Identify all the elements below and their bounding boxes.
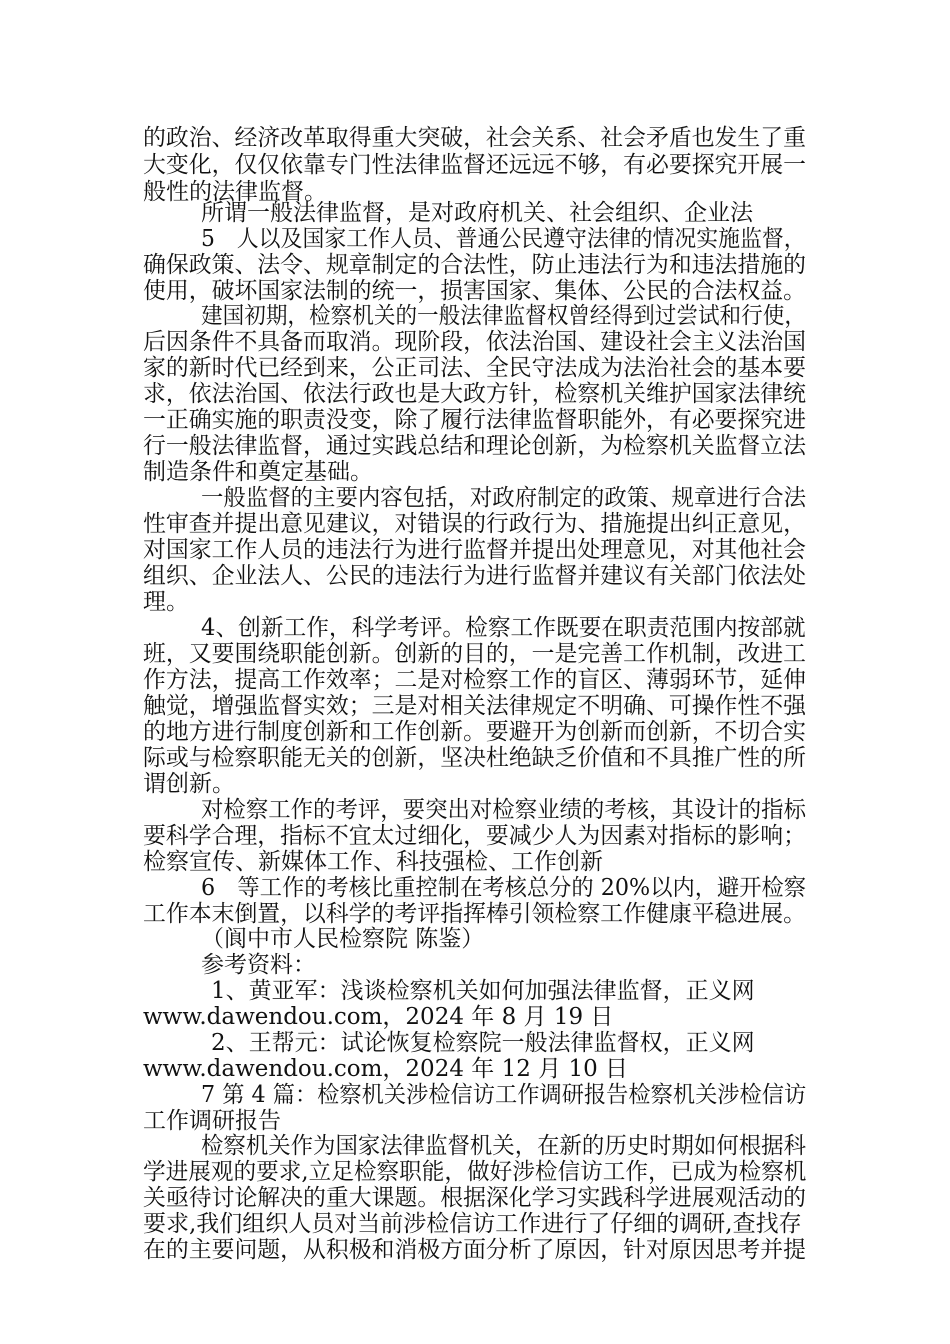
- text-line: 对检察工作的考评，要突出对检察业绩的考核，其设计的指标: [201, 797, 806, 823]
- text-line: 触觉，增强监督实效；三是对相关法律规定不明确、可操作性不强: [143, 693, 806, 719]
- text-line: 行一般法律监督，通过实践总结和理论创新，为检察机关监督立法: [143, 433, 806, 459]
- text-line: 所谓一般法律监督，是对政府机关、社会组织、企业法: [201, 200, 753, 226]
- section-heading: 工作调研报告: [143, 1108, 281, 1134]
- reference-item: 1、黄亚军：浅谈检察机关如何加强法律监督，正义网: [211, 978, 755, 1004]
- text-line: 家的新时代已经到来，公正司法、全民守法成为法治社会的基本要: [143, 355, 806, 381]
- text-line: 性审查并提出意见建议，对错误的行政行为、措施提出纠正意见，: [143, 511, 806, 537]
- text-line: 在的主要问题，从积极和消极方面分析了原因，针对原因思考并提: [143, 1237, 806, 1263]
- text-line: 建国初期，检察机关的一般法律监督权曾经得到过尝试和行使，: [201, 303, 806, 329]
- text-line: 关亟待讨论解决的重大课题。根据深化学习实践科学进展观活动的: [143, 1185, 806, 1211]
- text-line: 检察宣传、新媒体工作、科技强检、工作创新: [143, 849, 603, 875]
- text-line: 理。: [143, 589, 189, 615]
- text-line: 际或与检察职能无关的创新，坚决杜绝缺乏价值和不具推广性的所: [143, 745, 806, 771]
- text-line: 确保政策、法令、规章制定的合法性，防止违法行为和违法措施的: [143, 252, 806, 278]
- text-line: 参考资料：: [201, 952, 316, 978]
- text-line: 的地方进行制度创新和工作创新。要避开为创新而创新，不切合实: [143, 719, 806, 745]
- text-line: 工作本末倒置，以科学的考评指挥棒引领检察工作健康平稳进展。: [143, 901, 806, 927]
- section-heading: 7 第 4 篇：检察机关涉检信访工作调研报告检察机关涉检信访: [201, 1082, 807, 1108]
- text-line: 5 人以及国家工作人员、普通公民遵守法律的情况实施监督，: [201, 226, 806, 252]
- text-line: 一正确实施的职责没变，除了履行法律监督职能外，有必要探究进: [143, 407, 806, 433]
- text-line: 使用，破坏国家法制的统一，损害国家、集体、公民的合法权益。: [143, 278, 806, 304]
- text-line: 要科学合理，指标不宜太过细化，要减少人为因素对指标的影响；: [143, 823, 806, 849]
- text-line: 学进展观的要求,立足检察职能，做好涉检信访工作，已成为检察机: [143, 1159, 807, 1185]
- text-line: 大变化，仅仅依靠专门性法律监督还远远不够，有必要探究开展一: [143, 152, 806, 178]
- text-line: 一般监督的主要内容包括，对政府制定的政策、规章进行合法: [201, 485, 806, 511]
- text-line: 作方法，提高工作效率；二是对检察工作的盲区、薄弱环节，延伸: [143, 667, 806, 693]
- reference-url: www.dawendou.com，2024 年 8 月 19 日: [143, 1004, 614, 1030]
- reference-url: www.dawendou.com，2024 年 12 月 10 日: [143, 1056, 629, 1082]
- text-line: 般性的法律监督。: [143, 179, 327, 205]
- text-line: 4、创新工作，科学考评。检察工作既要在职责范围内按部就: [201, 615, 806, 641]
- text-line: 班，又要围绕职能创新。创新的目的，一是完善工作机制，改进工: [143, 641, 806, 667]
- text-line: 后因条件不具备而取消。现阶段，依法治国、建设社会主义法治国: [143, 329, 806, 355]
- reference-item: 2、王帮元：试论恢复检察院一般法律监督权，正义网: [211, 1030, 755, 1056]
- text-line: 谓创新。: [143, 771, 235, 797]
- text-line: 对国家工作人员的违法行为进行监督并提出处理意见，对其他社会: [143, 537, 806, 563]
- text-line: 检察机关作为国家法律监督机关，在新的历史时期如何根据科: [201, 1133, 806, 1159]
- text-line: （阆中市人民检察院 陈鉴）: [201, 926, 485, 952]
- text-line: 组织、企业法人、公民的违法行为进行监督并建议有关部门依法处: [143, 563, 806, 589]
- text-line: 6 等工作的考核比重控制在考核总分的 20%以内，避开检察: [201, 875, 807, 901]
- text-line: 要求,我们组织人员对当前涉检信访工作进行了仔细的调研,查找存: [143, 1211, 802, 1237]
- text-line: 求，依法治国、依法行政也是大政方针，检察机关维护国家法律统: [143, 381, 806, 407]
- text-line: 的政治、经济改革取得重大突破，社会关系、社会矛盾也发生了重: [143, 125, 806, 151]
- text-line: 制造条件和奠定基础。: [143, 459, 373, 485]
